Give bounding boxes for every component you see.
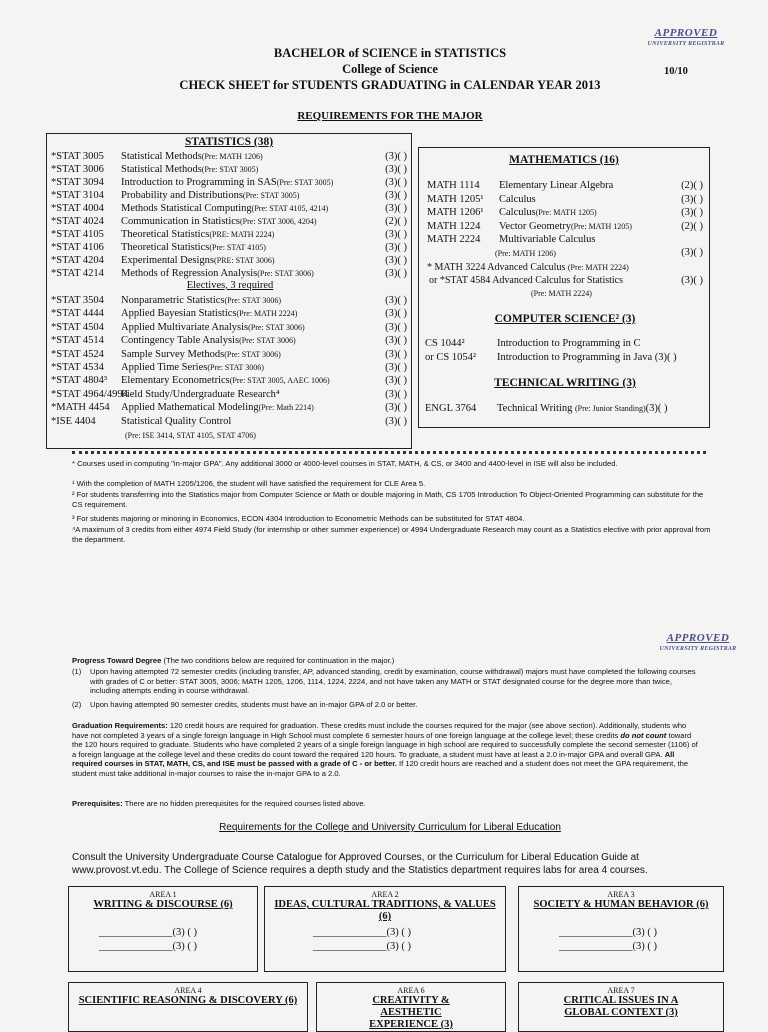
progress-item-2: Upon having attempted 90 semester credits, students must have an in-major GPA of 2.0 or better. — [90, 700, 418, 709]
math-cs-box — [418, 147, 710, 428]
credit-checkbox[interactable]: (2)( ) — [681, 220, 703, 232]
course-row-stat-4214: *STAT 4214 Methods of Regression Analysis(Pre: STAT 3006) (3)( ) — [51, 268, 407, 279]
course-row-stat-3005: *STAT 3005 Statistical Methods(Pre: MATH 1206) (3)( ) — [51, 151, 407, 162]
ise-4404-prereq: (Pre: ISE 3414, STAT 4105, STAT 4706) — [125, 431, 256, 440]
course-row-math-2224: MATH 2224 Multivariable Calculus — [427, 234, 596, 246]
stat-4584-credit: (3)( ) — [681, 275, 703, 286]
major-requirements-heading: REQUIREMENTS FOR THE MAJOR — [297, 110, 483, 122]
credit-checkbox[interactable]: (3)( ) — [385, 348, 407, 360]
credit-checkbox[interactable]: (3)( ) — [385, 335, 407, 347]
area-1-line-1[interactable]: ______________(3) ( ) — [99, 927, 197, 938]
course-row-math-1224: MATH 1224 Vector Geometry(Pre: MATH 1205) (2)( ) — [427, 220, 703, 232]
area-3-box: AREA 3 SOCIETY & HUMAN BEHAVIOR (6) ______________(3) ( ) ______________(3) ( ) — [518, 886, 724, 972]
stat-4584-prereq: (Pre: MATH 2224) — [531, 289, 592, 298]
cs-1054-row: Introduction to Programming in Java (3)( ) — [497, 352, 677, 363]
credit-checkbox[interactable]: (3)( ) — [385, 415, 407, 427]
course-row-stat-4964-4994: *STAT 4964/4994 Field Study/Undergraduate Research⁴ (3)( ) — [51, 388, 407, 400]
course-row-stat-4004: *STAT 4004 Methods Statistical Computing(Pre: STAT 4105, 4214) (3)( ) — [51, 203, 407, 214]
area-2-box: AREA 2 IDEAS, CULTURAL TRADITIONS, & VALUES (6) ______________(3) ( ) ______________(3) ( ) — [264, 886, 506, 972]
area-2-line-2[interactable]: ______________(3) ( ) — [313, 941, 411, 952]
mathematics-title: MATHEMATICS (16) — [509, 154, 619, 166]
credit-checkbox[interactable]: (3)( ) — [385, 295, 407, 306]
course-row-stat-4524: *STAT 4524 Sample Survey Methods(Pre: STAT 3006) (3)( ) — [51, 348, 407, 360]
course-row-stat-4444: *STAT 4444 Applied Bayesian Statistics(Pre: MATH 2224) (3)( ) — [51, 308, 407, 320]
footnote-4: ⁴A maximum of 3 credits from either 4974 Field Study (for internship or other summer experience) or 4994 Undergraduate Research may count as a Statistics elective with prior approval from the department. — [72, 525, 711, 544]
area-1-line-2[interactable]: ______________(3) ( ) — [99, 941, 197, 952]
credit-checkbox[interactable]: (3)( ) — [385, 321, 407, 333]
credit-checkbox[interactable]: (3)( ) — [385, 388, 407, 400]
approved-stamp-middle: APPROVED UNIVERSITY REGISTRAR — [659, 632, 737, 652]
degree-title: BACHELOR of SCIENCE in STATISTICS — [273, 46, 507, 60]
credit-checkbox[interactable]: (3)( ) — [385, 164, 407, 175]
credit-checkbox[interactable]: (3)( ) — [385, 190, 407, 201]
engl-3764-row: Technical Writing (Pre: Junior Standing)(3)( ) — [497, 403, 668, 414]
liberal-education-heading: Requirements for the College and University Curriculum for Liberal Education — [219, 822, 561, 833]
graduation-requirements: Graduation Requirements: 120 credit hours are required for graduation. These credits must include the courses required for the major (see above section). Additionally, students who have not completed 3 years of a single foreign language in High School must complete 6 semester hours of one foreign language at the college level; these credits do not count toward the 120 hours required to graduate. Students who have completed 2 years of a single foreign language in high school are required to successfully complete the second semester (1106) of a foreign language at the college level and these credits do count toward the required 120 hours. To graduate, a student must have at least a 2.0 in-major GPA and overall GPA. All required courses in STAT, MATH, CS, and ISE must be passed with a grade of C - or better. If 120 credit hours are reached and a student does not meet the GPA requirement, the student must take additional in-major courses to raise the in-major GPA to a 2.0. — [72, 721, 698, 778]
area-7-box: AREA 7 CRITICAL ISSUES IN A GLOBAL CONTEXT (3) — [518, 982, 724, 1032]
area-4-box: AREA 4 SCIENTIFIC REASONING & DISCOVERY (6) — [68, 982, 308, 1032]
credit-checkbox[interactable]: (3)( ) — [385, 308, 407, 320]
math-3224-row: * MATH 3224 Advanced Calculus (Pre: MATH 2224) — [427, 262, 629, 273]
course-row-stat-4204: *STAT 4204 Experimental Designs(PRE: STAT 3006) (3)( ) — [51, 255, 407, 266]
dotted-separator — [72, 451, 706, 454]
footnote-star: * Courses used in computing "in-major GPA". Any additional 3000 or 4000-level courses in STAT, MATH, & CS, or 3400 and 4400-level in ISE will also be included. — [72, 459, 618, 468]
credit-checkbox[interactable]: (3)( ) — [681, 193, 703, 205]
technical-writing-title: TECHNICAL WRITING (3) — [494, 377, 636, 389]
math-2224-credit: (3)( ) — [681, 247, 703, 258]
cs-1044-title: Introduction to Programming in C — [497, 338, 641, 349]
electives-heading: Electives, 3 required — [186, 280, 274, 291]
area-1-box: AREA 1 WRITING & DISCOURSE (6) ______________(3) ( ) ______________(3) ( ) — [68, 886, 258, 972]
cs-1044-code: CS 1044² — [425, 338, 465, 349]
course-row-stat-3504: *STAT 3504 Nonparametric Statistics(Pre: STAT 3006) (3)( ) — [51, 295, 407, 306]
course-row-math-4454: *MATH 4454 Applied Mathematical Modeling(Pre: Math 2214) (3)( ) — [51, 402, 407, 414]
course-row-stat-3104: *STAT 3104 Probability and Distributions(Pre: STAT 3005) (3)( ) — [51, 190, 407, 201]
cs-1054-code: or CS 1054² — [425, 352, 476, 363]
course-row-math-1206: MATH 1206¹ Calculus(Pre: MATH 1205) (3)( ) — [427, 207, 703, 219]
course-row-stat-4514: *STAT 4514 Contingency Table Analysis(Pre: STAT 3006) (3)( ) — [51, 335, 407, 347]
statistics-title: STATISTICS (38) — [184, 136, 274, 148]
version-label: 10/10 — [664, 66, 688, 77]
progress-item-2-number: (2) — [72, 700, 82, 709]
engl-3764-code: ENGL 3764 — [425, 403, 477, 414]
credit-checkbox[interactable]: (3)( ) — [385, 255, 407, 266]
credit-checkbox[interactable]: (3)( ) — [385, 177, 407, 188]
footnote-1: ¹ With the completion of MATH 1205/1206, the student will have satisfied the requirement for CLE Area 5. — [72, 479, 426, 488]
course-row-stat-4504: *STAT 4504 Applied Multivariate Analysis(Pre: STAT 3006) (3)( ) — [51, 321, 407, 333]
credit-checkbox[interactable]: (3)( ) — [385, 268, 407, 279]
credit-checkbox[interactable]: (3)( ) — [385, 242, 407, 253]
math-2224-prereq: (Pre: MATH 1206) — [495, 249, 556, 258]
footnote-3: ³ For students majoring or minoring in Economics, ECON 4304 Introduction to Econometric Methods can be substituted for STAT 4804. — [72, 514, 525, 523]
statistics-box — [46, 133, 412, 449]
area-3-line-2[interactable]: ______________(3) ( ) — [559, 941, 657, 952]
college-name: College of Science — [342, 62, 438, 76]
liberal-education-consult: Consult the University Undergraduate Course Catalogue for Approved Courses, or the Curriculum for Liberal Education Guide at www.provost.vt.edu. The College of Science requires a depth study and the Statistics department requires labs for area 4 courses. — [72, 852, 648, 876]
course-row-math-1205: MATH 1205¹ Calculus (3)( ) — [427, 193, 703, 205]
course-row-stat-4105: *STAT 4105 Theoretical Statistics(PRE: MATH 2224) (3)( ) — [51, 229, 407, 240]
progress-intro: Progress Toward Degree (The two conditions below are required for continuation in the major.) — [72, 656, 395, 665]
area-6-box: AREA 6 CREATIVITY & AESTHETIC EXPERIENCE (3) — [316, 982, 506, 1032]
course-row-stat-4804: *STAT 4804³ Elementary Econometrics(Pre: STAT 3005, AAEC 1006) (3)( ) — [51, 375, 407, 387]
course-row-stat-3006: *STAT 3006 Statistical Methods(Pre: STAT 3005) (3)( ) — [51, 164, 407, 175]
credit-checkbox[interactable]: (2)( ) — [681, 180, 703, 191]
area-3-line-1[interactable]: ______________(3) ( ) — [559, 927, 657, 938]
credit-checkbox[interactable]: (3)( ) — [385, 402, 407, 414]
credit-checkbox[interactable]: (3)( ) — [385, 151, 407, 162]
credit-checkbox[interactable]: (3)( ) — [385, 203, 407, 214]
computer-science-title: COMPUTER SCIENCE² (3) — [494, 313, 636, 325]
course-row-stat-4106: *STAT 4106 Theoretical Statistics(Pre: STAT 4105) (3)( ) — [51, 242, 407, 253]
credit-checkbox[interactable]: (3)( ) — [681, 207, 703, 219]
credit-checkbox[interactable]: (2)( ) — [385, 216, 407, 227]
course-row-stat-3094: *STAT 3094 Introduction to Programming in SAS(Pre: STAT 3005) (3)( ) — [51, 177, 407, 188]
prerequisites-note: Prerequisites: There are no hidden prerequisites for the required courses listed above. — [72, 799, 366, 808]
course-row-stat-4534: *STAT 4534 Applied Time Series(Pre: STAT 3006) (3)( ) — [51, 362, 407, 373]
course-row-stat-4024: *STAT 4024 Communication in Statistics(Pre: STAT 3006, 4204) (2)( ) — [51, 216, 407, 227]
credit-checkbox[interactable]: (3)( ) — [385, 375, 407, 387]
progress-item-1-number: (1) — [72, 667, 82, 676]
credit-checkbox[interactable]: (3)( ) — [385, 229, 407, 240]
area-2-line-1[interactable]: ______________(3) ( ) — [313, 927, 411, 938]
progress-item-1: Upon having attempted 72 semester credits (including transfer, AP, advanced standing, credit by examination, course withdrawal) majors must have completed the following courses with grades of C or better: STAT 3005, 3006; MATH 1205, 1206, 1114, 1224, 2224, and not have taken any MATH or STAT designated course for the degree more than twice, including attempts ending in course withdrawal. — [90, 667, 696, 696]
approved-stamp-top: APPROVED UNIVERSITY REGISTRAR — [647, 27, 725, 47]
course-row-ise-4404: *ISE 4404 Statistical Quality Control (3)( ) — [51, 415, 407, 427]
stat-4584-row: or *STAT 4584 Advanced Calculus for Statistics — [429, 275, 624, 286]
credit-checkbox[interactable]: (3)( ) — [385, 362, 407, 373]
course-row-math-1114: MATH 1114 Elementary Linear Algebra (2)( ) — [427, 180, 703, 191]
check-sheet-title: CHECK SHEET for STUDENTS GRADUATING in CALENDAR YEAR 2013 — [179, 78, 601, 92]
footnote-2: ² For students transferring into the Statistics major from Computer Science or Math or double majoring in Math, CS 1705 Introduction To Object-Oriented Programming can substitute for the CS requirement. — [72, 490, 704, 509]
